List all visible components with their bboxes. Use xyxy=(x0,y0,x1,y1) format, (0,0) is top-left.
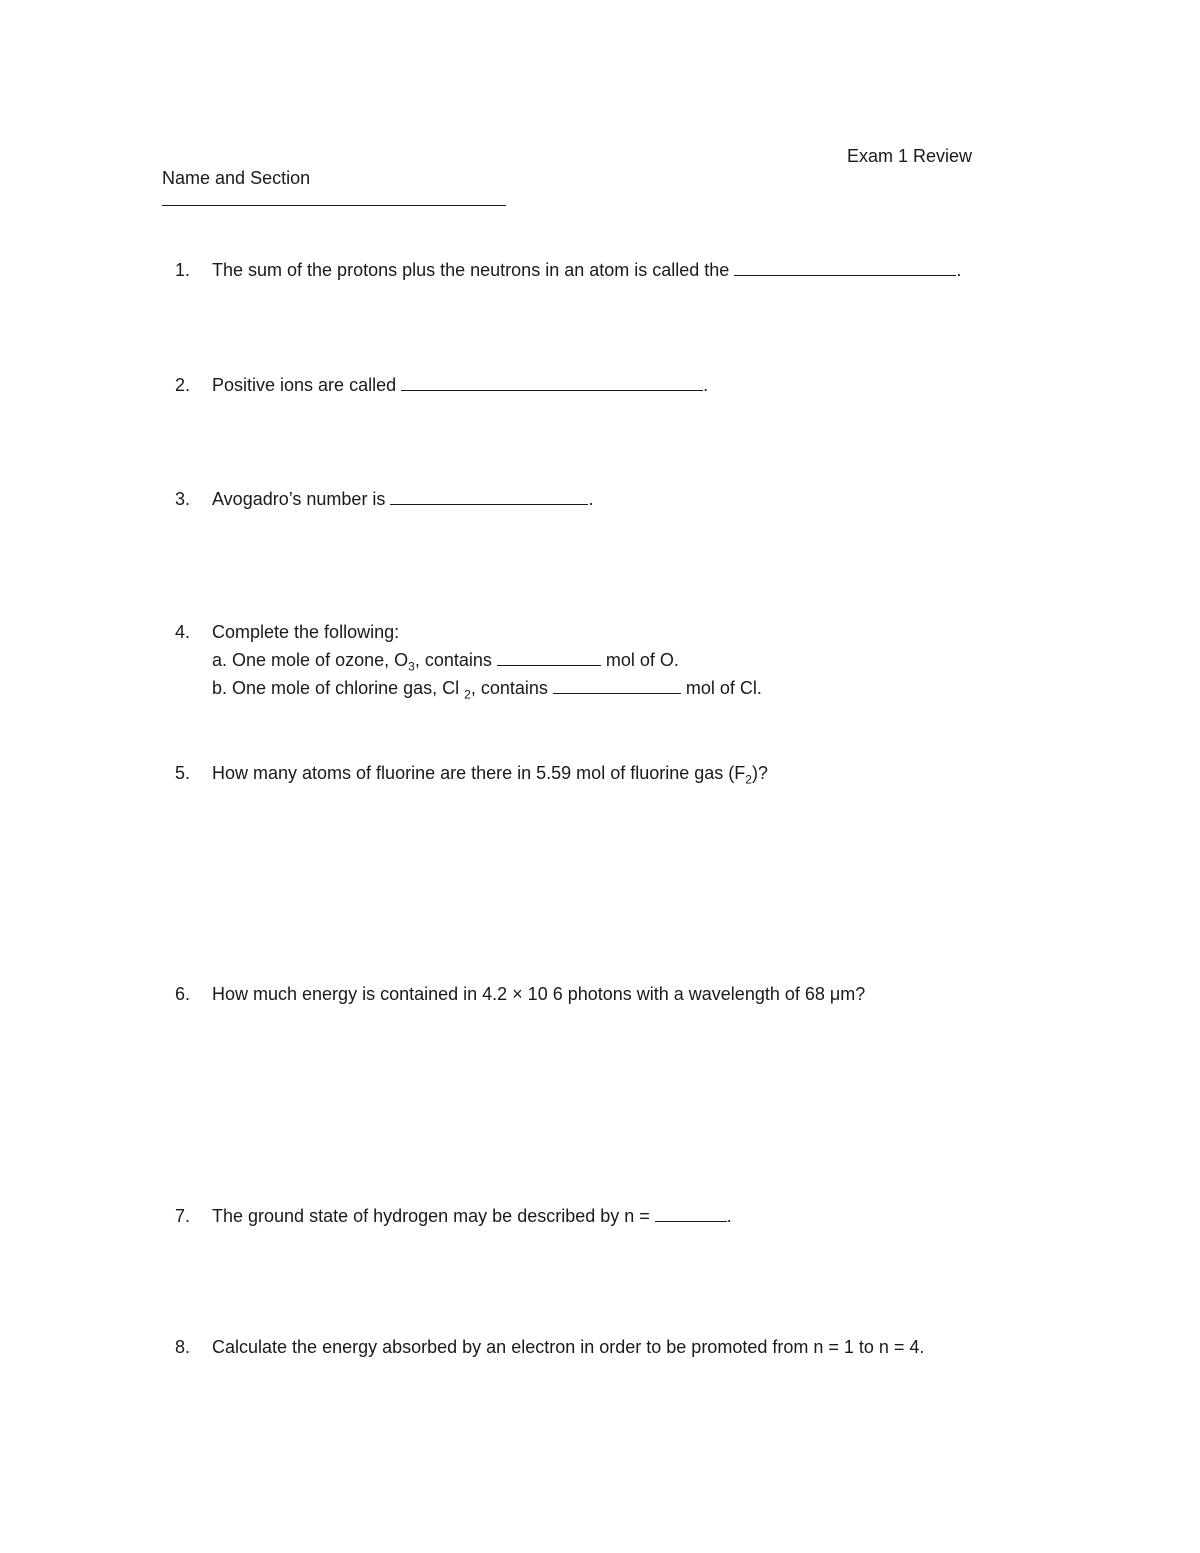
question-4b-text: b. One mole of chlorine gas, Cl xyxy=(212,678,460,698)
question-3-text: Avogadro’s number is xyxy=(212,489,386,509)
question-1-period: . xyxy=(956,260,962,280)
exam-title: Exam 1 Review xyxy=(847,146,973,166)
question-2 xyxy=(212,374,708,396)
name-section-label: Name and Section xyxy=(162,168,311,188)
question-3-number: 3. xyxy=(175,489,191,509)
question-5-subscript: 2 xyxy=(745,772,752,787)
question-3 xyxy=(212,488,593,510)
question-7-text: The ground state of hydrogen may be described by n = xyxy=(212,1206,650,1226)
question-2-text: Positive ions are called xyxy=(212,375,397,395)
question-8-text: Calculate the energy absorbed by an electron in order to be promoted from n = 1 to n = 4. xyxy=(212,1337,925,1357)
question-6-text: How much energy is contained in 4.2 × 10 6 photons with a wavelength of 68 μm? xyxy=(212,984,866,1004)
question-7-number: 7. xyxy=(175,1206,191,1226)
question-4a-text: a. One mole of ozone, O xyxy=(212,650,409,670)
question-3-period: . xyxy=(588,489,594,509)
question-2-number: 2. xyxy=(175,375,191,395)
question-1-blank[interactable] xyxy=(734,259,956,276)
question-4b xyxy=(212,677,762,702)
question-4b-unit: mol of Cl. xyxy=(685,678,762,698)
question-4a-subscript: 3 xyxy=(408,659,415,674)
question-1 xyxy=(212,259,961,281)
name-section-row xyxy=(142,145,506,233)
question-2-period: . xyxy=(703,375,709,395)
question-5 xyxy=(212,762,768,787)
question-4-number: 4. xyxy=(175,622,191,642)
question-5-number: 5. xyxy=(175,763,191,783)
question-5-end: )? xyxy=(751,763,768,783)
question-4a-unit: mol of O. xyxy=(605,650,679,670)
question-8-number: 8. xyxy=(175,1337,191,1357)
question-4a-blank[interactable] xyxy=(497,649,601,666)
question-4a-contains: , contains xyxy=(414,650,492,670)
question-7-blank[interactable] xyxy=(655,1205,727,1222)
question-1-number: 1. xyxy=(175,260,191,280)
question-4b-contains: , contains xyxy=(470,678,548,698)
question-7 xyxy=(212,1205,732,1227)
question-6-number: 6. xyxy=(175,984,191,1004)
question-4b-blank[interactable] xyxy=(553,677,681,694)
question-4-text: Complete the following: xyxy=(212,622,400,642)
question-4a xyxy=(212,649,679,674)
question-5-text: How many atoms of fluorine are there in 5.59 mol of fluorine gas (F xyxy=(212,763,746,783)
question-4b-subscript: 2 xyxy=(464,687,471,702)
question-3-blank[interactable] xyxy=(390,488,588,505)
question-1-text: The sum of the protons plus the neutrons in an atom is called the xyxy=(212,260,730,280)
question-2-blank[interactable] xyxy=(401,374,703,391)
question-7-period: . xyxy=(726,1206,732,1226)
name-section-blank[interactable] xyxy=(162,189,506,206)
